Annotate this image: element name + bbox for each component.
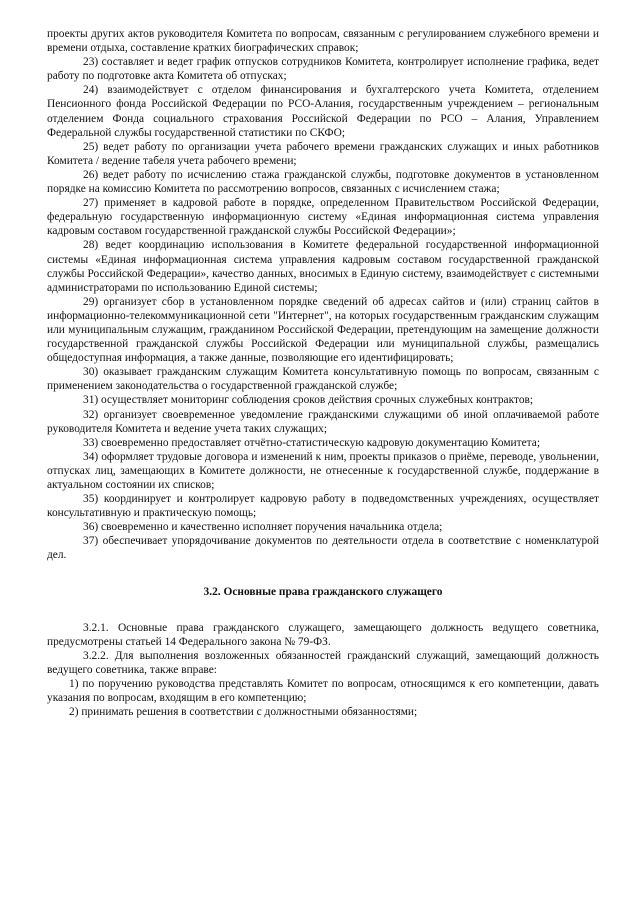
paragraph-item-27: 27) применяет в кадровой работе в порядке, определенном Правительством Российской Федерации, федеральную государственную информационную систему «Единая информационная система управления кадровым составом государственной гражданской службы Российской Федерации»; <box>47 197 599 238</box>
paragraph-3-2-2: 3.2.2. Для выполнения возложенных обязанностей гражданский служащий, замещающий должность ведущего советника, также вправе: <box>47 649 599 676</box>
paragraph-item-24: 24) взаимодействует с отделом финансирования и бухгалтерского учета Комитета, отделением Пенсионного фонда Российской Федерации по РСО-Алания, государственным учреждением – региональным отделением Фонда социального страхования Российской Федерации по РСО – Алания, Управлением Федеральной службы государственной статистики по СКФО; <box>47 84 599 139</box>
paragraph-item-31: 31) осуществляет мониторинг соблюдения сроков действия срочных служебных контрактов; <box>83 394 534 407</box>
paragraph-item-37: 37) обеспечивает упорядочивание документов по деятельности отдела в соответствие с номенклатурой дел. <box>47 535 599 562</box>
paragraph-item-34: 34) оформляет трудовые договора и изменений к ним, проекты приказов о приёме, переводе, увольнении, отпусках лиц, замещающих в Комитете должности, не отнесенные к государственной службе, поддержание в актуальном состоянии их списков; <box>47 450 599 491</box>
paragraph-3-2-1: 3.2.1. Основные права гражданского служащего, замещающего должность ведущего советника, предусмотрены статьей 14 Федерального закона № 79-ФЗ. <box>47 621 599 648</box>
paragraph-item-35: 35) координирует и контролирует кадровую работу в подведомственных учреждениях, осуществляет консультативную и практическую помощь; <box>47 493 599 520</box>
paragraph-continuation: проекты других актов руководителя Комитета по вопросам, связанным с регулированием служебного времени и времени отдыха, составление кратких биографических справок; <box>47 28 599 55</box>
paragraph-item-23: 23) составляет и ведет график отпусков сотрудников Комитета, контролирует исполнение графика, ведет работу по подготовке акта Комитета об отпусках; <box>47 56 599 83</box>
paragraph-item-28: 28) ведет координацию использования в Комитете федеральной государственной информационной системы «Единая информационная система управления кадровым составом государственной гражданской службы Российской Федерации», качество данных, вносимых в Единую систему, взаимодействует с системными администраторами по использованию Единой системы; <box>47 239 599 294</box>
paragraph-right-2: 2) принимать решения в соответствии с должностными обязанностями; <box>69 706 418 719</box>
paragraph-item-26: 26) ведет работу по исчислению стажа гражданской службы, подготовке документов в установленном порядке на комиссию Комитета по рассмотрению вопросов, связанных с исчислением стажа; <box>47 168 599 196</box>
paragraph-right-1: 1) по поручению руководства представлять Комитет по вопросам, относящимся к его компетенции, давать указания по вопросам, входящим в его компетенцию; <box>47 678 599 705</box>
section-heading: 3.2. Основные права гражданского служащего <box>203 585 443 598</box>
paragraph-item-29: 29) организует сбор в установленном порядке сведений об адресах сайтов и (или) страниц сайтов в информационно-телекоммуникационной сети "Интернет", на которых государственным гражданским служащим или муниципальным служащим, гражданином Российской Федерации, претендующим на замещение должности государственной гражданской службы Российской Федерации или муниципальной службы, размещались общедоступная информация, а также данные, позволяющие его идентифицировать; <box>47 295 599 365</box>
paragraph-item-25: 25) ведет работу по организации учета рабочего времени гражданских служащих и иных работников Комитета / ведение табеля учета рабочего времени; <box>47 140 599 167</box>
paragraph-item-33: 33) своевременно предоставляет отчётно-статистическую кадровую документацию Комитета; <box>83 436 541 449</box>
document-body <box>47 27 599 719</box>
paragraph-item-32: 32) организует своевременное уведомление гражданскими служащими об иной оплачиваемой работе руководителя Комитета и ведение учета таких служащих; <box>47 408 599 435</box>
paragraph-item-30: 30) оказывает гражданским служащим Комитета консультативную помощь по вопросам, связанным с применением законодательства о государственной гражданской службе; <box>47 366 599 393</box>
paragraph-item-36: 36) своевременно и качественно исполняет поручения начальника отдела; <box>83 521 443 534</box>
